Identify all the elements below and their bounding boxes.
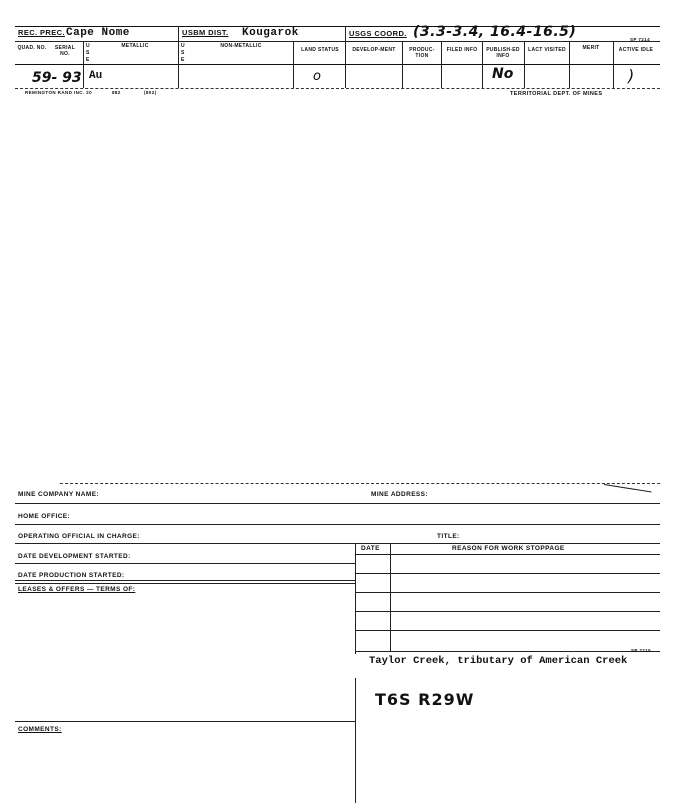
rule — [15, 583, 355, 584]
township-range: T6S R29W — [375, 690, 475, 709]
stoppage-row-rule — [355, 573, 660, 574]
col-active-idle: ACTIVE IDLE — [618, 47, 654, 53]
land-status-value: o — [313, 69, 321, 84]
rule — [15, 543, 660, 544]
rule — [355, 554, 660, 555]
rule — [15, 503, 660, 504]
row-top-rule — [15, 64, 660, 65]
usgs-coord-label: USGS COORD. — [349, 29, 407, 38]
divider — [345, 26, 346, 88]
col-quad-no: QUAD. NO. — [17, 45, 47, 51]
divider — [178, 26, 179, 88]
published-info-value: No — [492, 66, 514, 82]
divider — [390, 543, 391, 651]
col-serial-no: SERIAL NO. — [54, 45, 76, 57]
torn-edge-mark — [604, 484, 652, 492]
date-production-started-label: DATE PRODUCTION STARTED: — [18, 572, 125, 579]
location-note: Taylor Creek, tributary of American Creek — [369, 655, 628, 667]
divider — [355, 678, 356, 803]
col-use-metallic: U S E — [86, 43, 90, 63]
rec-prec-value: Cape Nome — [66, 27, 130, 39]
col-filed-info: FILED INFO — [446, 47, 478, 53]
divider — [441, 41, 442, 88]
rule — [15, 524, 660, 525]
home-office-label: HOME OFFICE: — [18, 513, 71, 520]
title-label: TITLE: — [437, 533, 460, 540]
col-production: PRODUC-TION — [409, 47, 435, 59]
stoppage-row-rule — [355, 592, 660, 593]
lower-card-top-edge — [60, 483, 660, 484]
header-mid-rule — [15, 41, 660, 42]
divider — [355, 543, 356, 654]
leases-label: LEASES & OFFERS — TERMS OF: — [18, 586, 136, 593]
operating-official-label: OPERATING OFFICIAL IN CHARGE: — [18, 533, 140, 540]
reason-col-label: REASON FOR WORK STOPPAGE — [452, 545, 565, 552]
rule — [15, 563, 355, 564]
usgs-coord-value: (3.3-3.4, 16.4-16.5) — [413, 24, 577, 40]
usbm-dist-label: USBM DIST. — [182, 28, 229, 37]
usbm-dist-value: Kougarok — [242, 27, 299, 39]
col-use-nonmetallic: U S E — [181, 43, 185, 63]
divider — [569, 41, 570, 88]
rec-prec-label: REC. PREC. — [18, 28, 65, 37]
divider — [293, 41, 294, 88]
stoppage-row-rule — [355, 611, 660, 612]
col-land-status: LAND STATUS — [301, 47, 339, 53]
divider — [83, 41, 84, 88]
col-last-visited: LACT VISITED — [528, 47, 566, 53]
date-col-label: DATE — [361, 545, 380, 552]
row-bottom-rule — [15, 88, 660, 89]
form-number-2: SP 7215 — [631, 648, 651, 653]
divider — [613, 41, 614, 88]
divider — [524, 41, 525, 88]
rule — [15, 580, 355, 581]
printer-credit: REMINGTON RAND INC. 20 — [25, 90, 92, 95]
form-number: SP 7214 — [630, 37, 650, 42]
printer-code: 882 — [112, 90, 121, 95]
date-development-started-label: DATE DEVELOPMENT STARTED: — [18, 553, 131, 560]
metallic-value: Au — [89, 70, 103, 82]
quad-serial-value: 59- 93 — [32, 70, 82, 86]
printer-code-2: (802) — [144, 90, 157, 95]
mine-company-name-label: MINE COMPANY NAME: — [18, 491, 99, 498]
active-idle-value: ) — [628, 66, 635, 85]
rule — [15, 721, 355, 722]
department-name: TERRITORIAL DEPT. OF MINES — [510, 91, 603, 97]
col-merit: MERIT — [582, 45, 600, 51]
comments-label: COMMENTS: — [18, 726, 62, 733]
stoppage-row-rule — [355, 651, 660, 652]
divider — [482, 41, 483, 88]
col-published-info: PUBLISH-ED INFO — [486, 47, 520, 59]
stoppage-row-rule — [355, 630, 660, 631]
mine-address-label: MINE ADDRESS: — [371, 491, 428, 498]
divider — [402, 41, 403, 88]
col-development: DEVELOP-MENT — [352, 47, 396, 53]
col-non-metallic: NON-METALLIC — [220, 43, 262, 49]
col-metallic: METALLIC — [121, 43, 149, 49]
